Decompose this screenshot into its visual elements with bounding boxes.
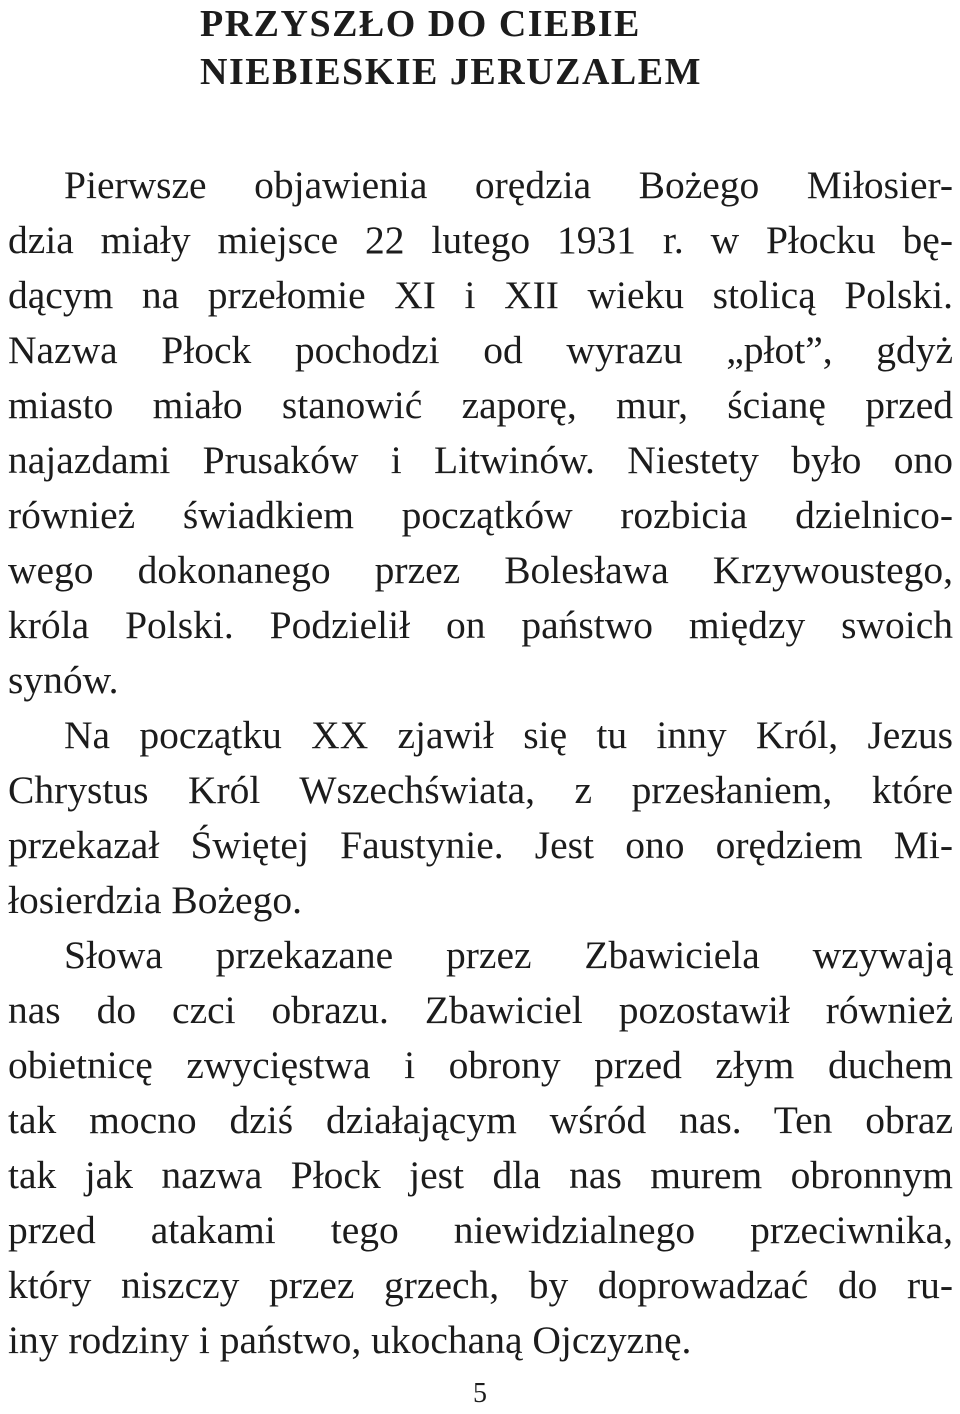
paragraph-2-line-2: Chrystus Król Wszechświata, z przesłaniem, które (8, 768, 953, 812)
chapter-title (200, 0, 820, 96)
paragraph-3-line-7: który niszczy przez grzech, by doprowadzać do ru- (8, 1263, 953, 1307)
chapter-title-line-1: PRZYSZŁO DO CIEBIE (200, 3, 641, 45)
paragraph-1-line-4: Nazwa Płock pochodzi od wyrazu „płot”, gdyż (8, 328, 953, 372)
paragraph-3-line-6: przed atakami tego niewidzialnego przeciwnika, (8, 1208, 953, 1252)
paragraph-1-line-6: najazdami Prusaków i Litwinów. Niestety było ono (8, 438, 953, 482)
paragraph-1-line-7: również świadkiem początków rozbicia dzielnico- (8, 493, 953, 537)
body-text (8, 158, 953, 1368)
paragraph-3-line-4: tak mocno dziś działającym wśród nas. Ten obraz (8, 1098, 953, 1142)
paragraph-3-line-2: nas do czci obrazu. Zbawiciel pozostawił również (8, 988, 953, 1032)
page-number: 5 (473, 1378, 487, 1409)
paragraph-3-line-3: obietnicę zwycięstwa i obrony przed złym duchem (8, 1043, 953, 1087)
paragraph-1-line-1: Pierwsze objawienia orędzia Bożego Miłosier- (64, 163, 953, 207)
chapter-title-line-2: NIEBIESKIE JERUZALEM (200, 51, 702, 93)
paragraph-1-line-9: króla Polski. Podzielił on państwo między swoich (8, 603, 953, 647)
paragraph-1-line-10: synów. (8, 658, 119, 702)
paragraph-1-line-5: miasto miało stanowić zaporę, mur, ścianę przed (8, 383, 953, 427)
paragraph-3-line-1: Słowa przekazane przez Zbawiciela wzywają (64, 933, 953, 977)
paragraph-1-line-2: dzia miały miejsce 22 lutego 1931 r. w Płocku bę- (8, 218, 953, 262)
paragraph-2-line-3: przekazał Świętej Faustynie. Jest ono orędziem Mi- (8, 823, 953, 867)
paragraph-2-line-1: Na początku XX zjawił się tu inny Król, Jezus (64, 713, 953, 757)
paragraph-2-line-4: łosierdzia Bożego. (8, 878, 302, 922)
paragraph-3-line-5: tak jak nazwa Płock jest dla nas murem obronnym (8, 1153, 953, 1197)
paragraph-1-line-3: dącym na przełomie XI i XII wieku stolicą Polski. (8, 273, 953, 317)
paragraph-3-line-8: iny rodziny i państwo, ukochaną Ojczyznę. (8, 1318, 692, 1362)
paragraph-1-line-8: wego dokonanego przez Bolesława Krzywoustego, (8, 548, 953, 592)
